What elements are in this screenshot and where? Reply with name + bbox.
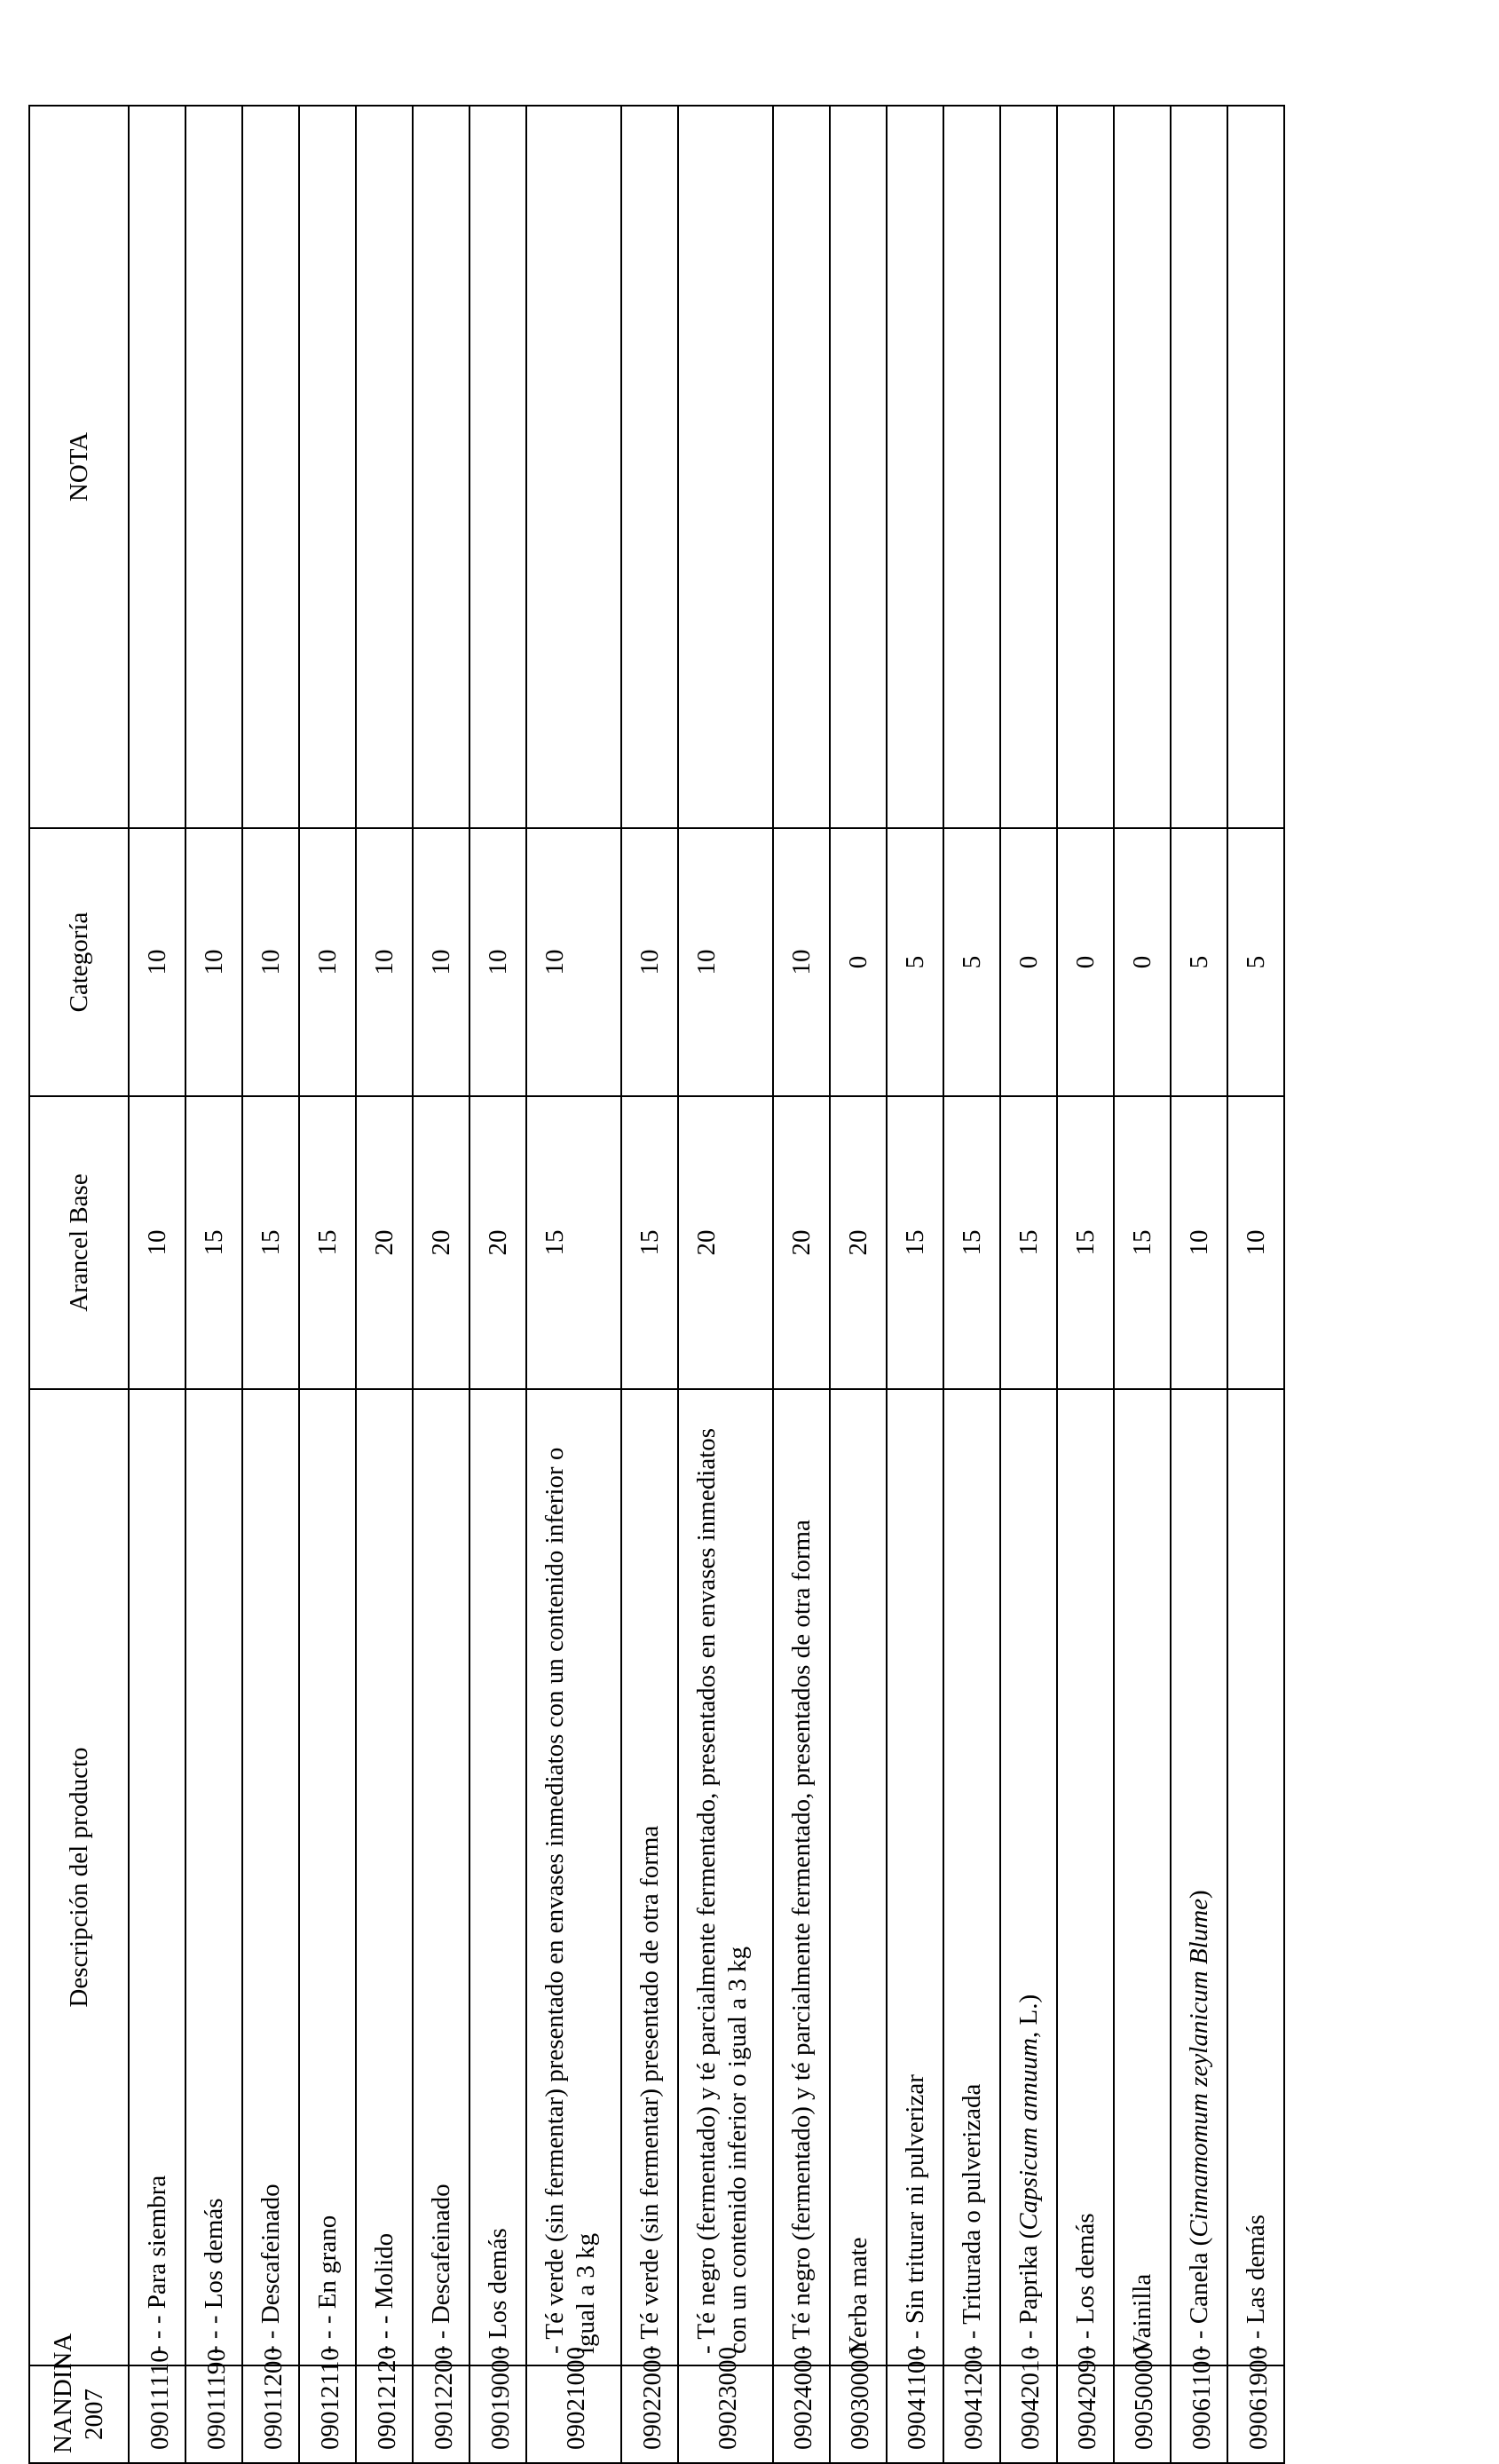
cell-nota (1227, 106, 1284, 828)
description-text: - - Canela ( (1184, 2237, 1213, 2354)
table-row (1227, 106, 1284, 2463)
cell-code: 09012110 (299, 2365, 356, 2463)
description-text: ) (1184, 1890, 1213, 1899)
cell-categoria: 10 (356, 828, 413, 1096)
cell-categoria: 10 (129, 828, 185, 1096)
cell-arancel: 15 (299, 1096, 356, 1389)
table-row (678, 106, 773, 2463)
scientific-name: Cinnamomum zeylanicum Blume (1184, 1898, 1213, 2238)
cell-description: - - Triturada o pulverizada (943, 1389, 1000, 2365)
cell-description: - Té negro (fermentado) y té parcialmente fermentado, presentados de otra forma (773, 1389, 830, 2365)
cell-code: 09023000 (678, 2365, 773, 2463)
cell-code: 09061900 (1227, 2365, 1284, 2463)
cell-categoria: 10 (299, 828, 356, 1096)
cell-categoria: 10 (469, 828, 526, 1096)
cell-code: 09041200 (943, 2365, 1000, 2463)
cell-description: - - Descafeinado (242, 1389, 299, 2365)
cell-description: - - - Los demás (185, 1389, 242, 2365)
header-nota: NOTA (29, 106, 129, 828)
cell-code: 09012200 (413, 2365, 469, 2463)
cell-code: 09030000 (830, 2365, 887, 2463)
cell-arancel: 10 (129, 1096, 185, 1389)
cell-categoria: 10 (185, 828, 242, 1096)
header-categoria: Categoría (29, 828, 129, 1096)
cell-description: Vainilla (1114, 1389, 1171, 2365)
table-row (526, 106, 621, 2463)
table-row (943, 106, 1000, 2463)
cell-description: - - - En grano (299, 1389, 356, 2365)
cell-arancel: 10 (1227, 1096, 1284, 1389)
cell-nota (1000, 106, 1057, 828)
header-descripcion: Descripción del producto (29, 1389, 129, 2365)
cell-categoria: 10 (773, 828, 830, 1096)
cell-nota (526, 106, 621, 828)
cell-code: 09011110 (129, 2365, 185, 2463)
table-row (621, 106, 678, 2463)
cell-code: 09022000 (621, 2365, 678, 2463)
cell-code: 09042010 (1000, 2365, 1057, 2463)
cell-categoria: 10 (526, 828, 621, 1096)
table-row (413, 106, 469, 2463)
table-row (469, 106, 526, 2463)
table-row (1114, 106, 1171, 2463)
cell-categoria: 0 (1057, 828, 1114, 1096)
cell-nota (413, 106, 469, 828)
cell-categoria: 10 (678, 828, 773, 1096)
cell-arancel: 15 (943, 1096, 1000, 1389)
cell-categoria: 5 (1227, 828, 1284, 1096)
cell-description: - Té verde (sin fermentar) presentado en envases inmediatos con un contenido inferior o igual a 3 kg (526, 1389, 621, 2365)
cell-categoria: 10 (413, 828, 469, 1096)
cell-description: - Té verde (sin fermentar) presentado de otra forma (621, 1389, 678, 2365)
cell-code: 09061100 (1171, 2365, 1227, 2463)
cell-nota (469, 106, 526, 828)
table-row (830, 106, 887, 2463)
cell-code: 09024000 (773, 2365, 830, 2463)
cell-code: 09050000 (1114, 2365, 1171, 2463)
cell-nota (887, 106, 943, 828)
header-row (29, 106, 129, 2463)
cell-code: 09011190 (185, 2365, 242, 2463)
cell-nota (621, 106, 678, 828)
cell-description: - - - Para siembra (129, 1389, 185, 2365)
header-nandina: NANDINA 2007 (29, 2365, 129, 2463)
cell-nota (1114, 106, 1171, 828)
description-text: , L.) (1014, 1994, 1043, 2038)
cell-arancel: 20 (413, 1096, 469, 1389)
cell-description: - - - Molido (356, 1389, 413, 2365)
cell-arancel: 15 (621, 1096, 678, 1389)
cell-description (1000, 1389, 1057, 2365)
table-row (242, 106, 299, 2463)
cell-nota (299, 106, 356, 828)
description-text: - - Paprika ( (1014, 2230, 1043, 2354)
cell-code: 09042090 (1057, 2365, 1114, 2463)
cell-nota (830, 106, 887, 828)
table-row (773, 106, 830, 2463)
table-row (1000, 106, 1057, 2463)
cell-description: - - Sin triturar ni pulverizar (887, 1389, 943, 2365)
cell-categoria: 0 (1114, 828, 1171, 1096)
table-row (185, 106, 242, 2463)
tariff-table (28, 105, 1285, 2464)
cell-code: 09021000 (526, 2365, 621, 2463)
cell-description (1171, 1389, 1227, 2365)
table-body (129, 106, 1284, 2463)
table-row (887, 106, 943, 2463)
rotated-table-wrapper (28, 107, 1285, 2464)
table-row (356, 106, 413, 2463)
cell-description: Yerba mate (830, 1389, 887, 2365)
cell-arancel: 15 (1057, 1096, 1114, 1389)
cell-nota (129, 106, 185, 828)
cell-nota (1171, 106, 1227, 828)
cell-code: 09041100 (887, 2365, 943, 2463)
cell-categoria: 10 (621, 828, 678, 1096)
cell-description: - - Descafeinado (413, 1389, 469, 2365)
cell-code: 09012120 (356, 2365, 413, 2463)
table-row (1171, 106, 1227, 2463)
cell-arancel: 15 (185, 1096, 242, 1389)
cell-arancel: 15 (242, 1096, 299, 1389)
cell-arancel: 20 (356, 1096, 413, 1389)
cell-code: 09011200 (242, 2365, 299, 2463)
cell-arancel: 20 (678, 1096, 773, 1389)
cell-description: - Té negro (fermentado) y té parcialmente fermentado, presentados en envases inmediatos con un contenido inferior o igual a 3 kg (678, 1389, 773, 2365)
cell-arancel: 20 (830, 1096, 887, 1389)
cell-arancel: 20 (773, 1096, 830, 1389)
cell-arancel: 15 (1114, 1096, 1171, 1389)
cell-nota (943, 106, 1000, 828)
cell-description: - - Los demás (1057, 1389, 1114, 2365)
cell-arancel: 15 (526, 1096, 621, 1389)
cell-arancel: 20 (469, 1096, 526, 1389)
cell-nota (1057, 106, 1114, 828)
cell-nota (678, 106, 773, 828)
cell-categoria: 5 (943, 828, 1000, 1096)
cell-nota (242, 106, 299, 828)
cell-categoria: 5 (887, 828, 943, 1096)
cell-categoria: 0 (830, 828, 887, 1096)
cell-arancel: 15 (887, 1096, 943, 1389)
cell-nota (185, 106, 242, 828)
cell-description: - Los demás (469, 1389, 526, 2365)
scientific-name: Capsicum annuum (1014, 2037, 1043, 2231)
cell-categoria: 10 (242, 828, 299, 1096)
cell-nota (356, 106, 413, 828)
cell-nota (773, 106, 830, 828)
header-arancel: Arancel Base (29, 1096, 129, 1389)
table-row (129, 106, 185, 2463)
cell-categoria: 5 (1171, 828, 1227, 1096)
table-row (299, 106, 356, 2463)
cell-categoria: 0 (1000, 828, 1057, 1096)
table-row (1057, 106, 1114, 2463)
cell-code: 09019000 (469, 2365, 526, 2463)
cell-arancel: 15 (1000, 1096, 1057, 1389)
cell-arancel: 10 (1171, 1096, 1227, 1389)
cell-description: - - Las demás (1227, 1389, 1284, 2365)
